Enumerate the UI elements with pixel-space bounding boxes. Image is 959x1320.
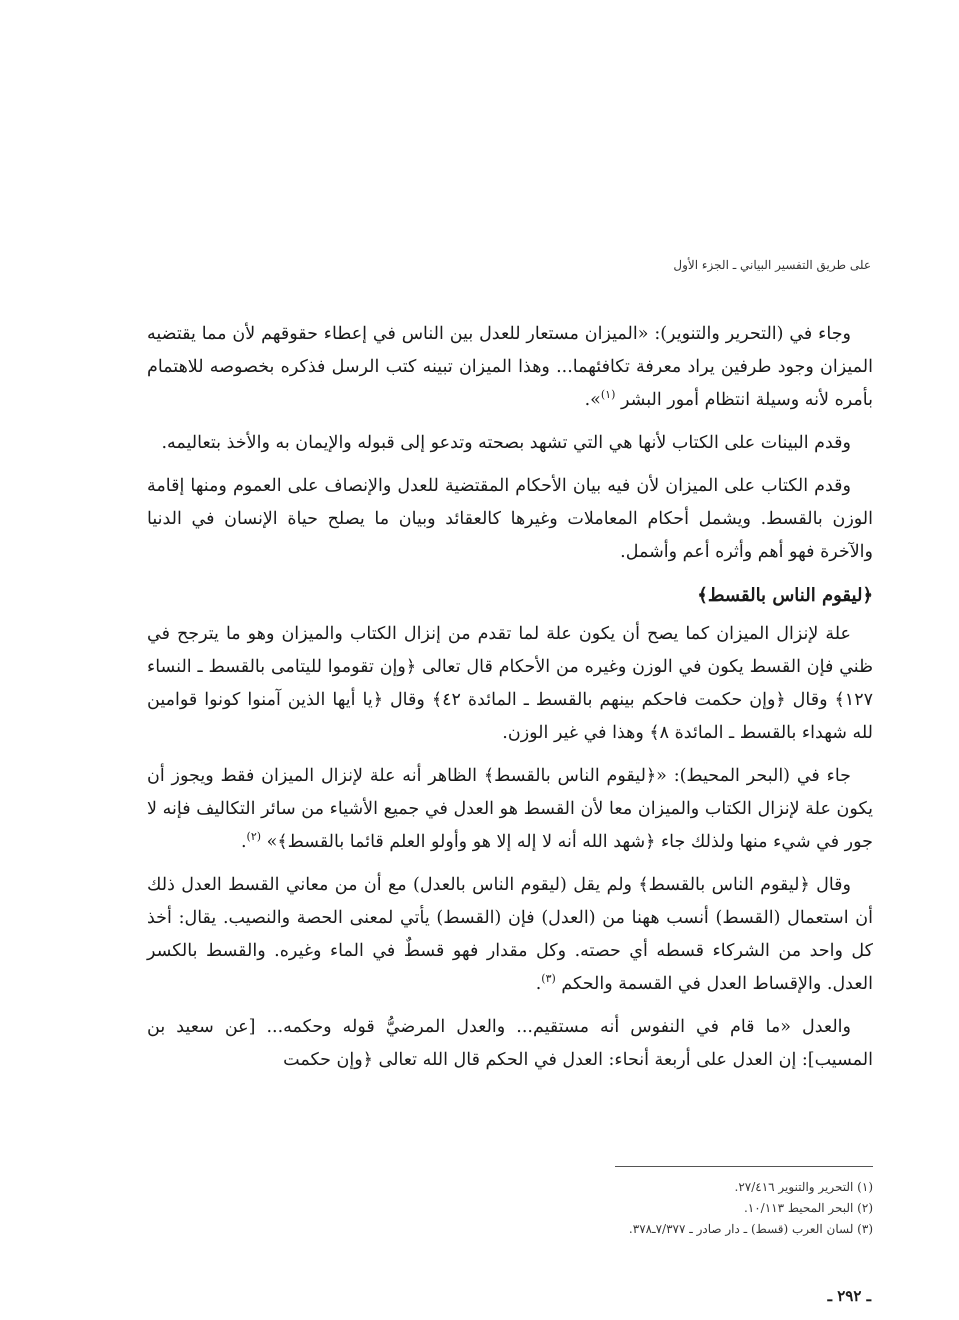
running-header: على طريق التفسير البياني ـ الجزء الأول bbox=[673, 258, 871, 272]
footnotes bbox=[473, 1177, 873, 1240]
paragraph-kitab bbox=[147, 470, 873, 569]
paragraph-bahr bbox=[147, 760, 873, 859]
paragraph-text: وقدم البينات على الكتاب لأنها هي التي تشهد بصحته وتدعو إلى قبوله والإيمان به والأخذ بتعاليمه. bbox=[161, 433, 851, 453]
paragraph-tail: ». bbox=[584, 390, 601, 410]
footnote-ref: (٢) bbox=[246, 830, 262, 844]
paragraph-text: جاء في (البحر المحيط): «﴿ليقوم الناس بالقسط﴾ الظاهر أنه علة لإنزال الميزان فقط ويجوز أن يكون علة لإنزال الكتاب والميزان معا لأن القسط هو العدل في جميع الأشياء من سائر التكاليف فإنه لا جور في شيء منها ولذلك جاء ﴿شهد الله أنه لا إله إلا هو وأولو العلم قائما بالقسط﴾» bbox=[147, 766, 873, 852]
paragraph-illa bbox=[147, 618, 873, 750]
paragraph-text: علة لإنزال الميزان كما يصح أن يكون علة لما تقدم من إنزال الكتاب والميزان وهو ما يترجح في ظني فإن القسط يكون في الوزن وغيره من الأحكام قال تعالى ﴿وإن تقوموا لليتامى بالقسط ـ النساء ١٢٧﴾ وقال ﴿وإن حكمت فاحكم بينهم بالقسط ـ المائدة ٤٢﴾ وقال ﴿يا أيها الذين آمنوا كونوا قوامين لله شهداء بالقسط ـ المائدة ٨﴾ وهذا في غير الوزن. bbox=[147, 624, 873, 743]
page-number: ـ ٢٩٢ ـ bbox=[827, 1287, 871, 1305]
footnote-item: (٣) لسان العرب (قسط) ـ دار صادر ـ ٧/٣٧٧ـ٣٧٨. bbox=[628, 1222, 873, 1236]
main-text bbox=[147, 318, 873, 1087]
paragraph-text: وجاء في (التحرير والتنوير): «الميزان مستعار للعدل بين الناس في إعطاء حقوقهم لأن مما يقتضيه الميزان وجود طرفين يراد معرفة تكافئهما... وهذا الميزان تبينه كتب الرسل فذكره بخصوصه للاهتمام بأمره لأنه وسيلة انتظام أمور البشر bbox=[147, 324, 873, 410]
footnote-item: (١) التحرير والتنوير ٢٧/٤١٦. bbox=[734, 1180, 873, 1194]
paragraph-text: والعدل «ما قام في النفوس أنه مستقيم... والعدل المرضيُّ قوله وحكمه... [عن سعيد بن المسيب]: إن العدل على أربعة أنحاء: العدل في الحكم قال الله تعالى ﴿وإن حكمت bbox=[147, 1017, 873, 1070]
paragraph-adl bbox=[147, 1011, 873, 1077]
paragraph-tahrir bbox=[147, 318, 873, 417]
footnote-divider bbox=[615, 1166, 873, 1167]
paragraph-qist bbox=[147, 869, 873, 1001]
footnote-ref: (١) bbox=[600, 388, 616, 402]
footnote-item: (٢) البحر المحيط ١٠/١١٣. bbox=[743, 1201, 873, 1215]
paragraph-text: وقال ﴿ليقوم الناس بالقسط﴾ ولم يقل (ليقوم الناس بالعدل) مع أن من معاني القسط العدل ذلك أن استعمال (القسط) أنسب ههنا من (العدل) فإن (القسط) يأتي لمعنى الحصة والنصيب. يقال: أخذ كل واحد من الشركاء قسطه أي حصته. وكل مقدار فهو قسطٌ في الماء وغيره. والقسط بالكسر العدل. والإقساط العدل في القسمة والحكم bbox=[147, 875, 873, 994]
paragraph-text: وقدم الكتاب على الميزان لأن فيه بيان الأحكام المقتضية للعدل والإنصاف على العموم ومنها إقامة الوزن بالقسط. ويشمل أحكام المعاملات وغيرها كالعقائد وبيان ما يصلح حياة الإنسان في الدنيا والآخرة فهو أهم وأثره أعم وأشمل. bbox=[147, 476, 873, 562]
paragraph-tail: . bbox=[535, 974, 542, 994]
paragraph-tail: . bbox=[240, 832, 247, 852]
footnote-ref: (٣) bbox=[541, 972, 556, 986]
paragraph-bayyinat bbox=[147, 427, 873, 460]
verse-subheading: ﴿ليقوم الناس بالقسط﴾ bbox=[697, 585, 873, 606]
